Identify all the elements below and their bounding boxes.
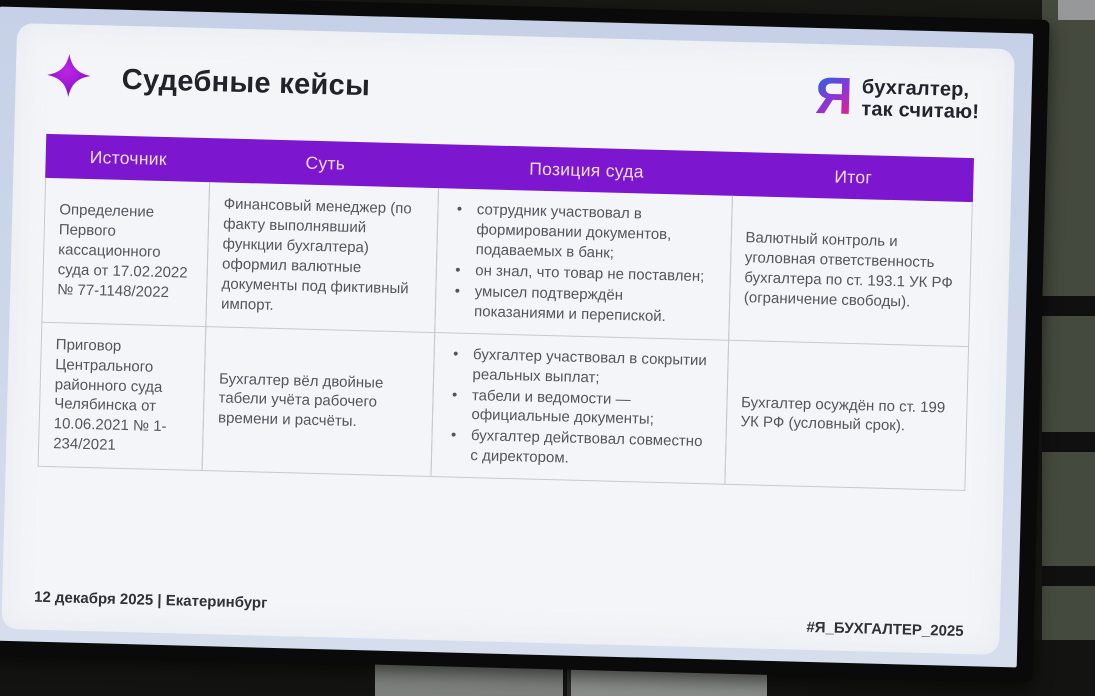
table-row bbox=[38, 322, 969, 491]
bullet-item: • бухгалтер участвовал в сокрытии реальных выплат; bbox=[448, 344, 713, 391]
brand-logo-glyph: Я bbox=[814, 66, 854, 126]
table-row bbox=[41, 178, 972, 347]
cell-source: Приговор Центрального районного суда Челябинска от 10.06.2021 № 1-234/2021 bbox=[38, 322, 207, 471]
cell-result: Валютный контроль и уголовная ответственность бухгалтера по ст. 193.1 УК РФ (ограничение свободы). bbox=[728, 196, 973, 347]
bullet-item: • умысел подтверждён показаниями и перепиской. bbox=[450, 281, 715, 328]
cases-table bbox=[38, 134, 974, 491]
bullet-list bbox=[446, 343, 713, 473]
footer-hashtag: #Я_БУХГАЛТЕР_2025 bbox=[806, 618, 964, 641]
cell-source: Определение Первого кассационного суда от 17.02.2022 № 77-1148/2022 bbox=[41, 178, 210, 327]
brand-logo bbox=[814, 66, 984, 126]
bullet-item: • сотрудник участвовал в формировании документов, подаваемых в банк; bbox=[452, 200, 718, 267]
cell-court-position bbox=[435, 188, 733, 340]
footer-date-location: 12 декабря 2025 | Екатеринбург bbox=[33, 588, 268, 612]
bullet-item: • бухгалтер действовал совместно с директором. bbox=[446, 426, 711, 473]
cell-essence: Финансовый менеджер (по факту выполнявший функции бухгалтера) оформил валютные документы под фиктивный импорт. bbox=[205, 182, 439, 333]
slide-background bbox=[0, 7, 1033, 668]
bullet-list bbox=[450, 199, 717, 329]
column-header-source: Источник bbox=[89, 146, 168, 169]
slide-header bbox=[41, 52, 984, 129]
window-mullion bbox=[1042, 432, 1095, 452]
column-header-result: Итог bbox=[834, 165, 873, 187]
column-header-essence: Суть bbox=[305, 152, 346, 174]
slide-card bbox=[1, 23, 1015, 655]
column-header-court-position: Позиция суда bbox=[529, 157, 645, 181]
cell-essence: Бухгалтер вёл двойные табели учёта рабочего времени и расчёты. bbox=[202, 327, 436, 478]
cell-court-position bbox=[431, 333, 729, 485]
slide-footer bbox=[24, 588, 974, 641]
brand-logo-line2: так считаю! bbox=[861, 98, 980, 124]
page-title: Судебные кейсы bbox=[121, 63, 371, 102]
wall-patch bbox=[1058, 0, 1095, 20]
bullet-item: • табели и ведомости — официальные документы; bbox=[447, 385, 712, 432]
bullet-item: • он знал, что товар не поставлен; bbox=[451, 260, 716, 287]
window-frame-background bbox=[1042, 0, 1095, 696]
brand-logo-line1: бухгалтер, bbox=[861, 76, 970, 102]
window-mullion bbox=[1042, 296, 1095, 316]
cell-result: Бухгалтер осуждён по ст. 199 УК РФ (условный срок). bbox=[724, 340, 969, 491]
brand-logo-text bbox=[861, 78, 980, 124]
window-mullion bbox=[1042, 566, 1095, 586]
sparkle-icon bbox=[45, 52, 92, 99]
